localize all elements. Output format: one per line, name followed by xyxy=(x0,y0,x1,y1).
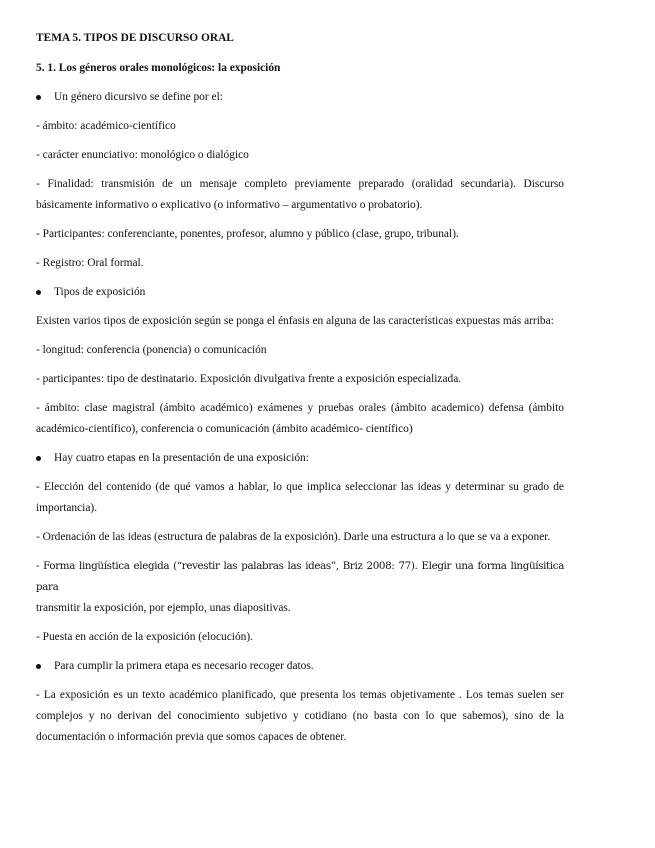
bullet-item xyxy=(36,448,564,469)
paragraph-longitud: - longitud: conferencia (ponencia) o comunicación xyxy=(36,344,267,356)
paragraph-puesta: - Puesta en acción de la exposición (elocución). xyxy=(36,631,253,643)
document-title: TEMA 5. TIPOS DE DISCURSO ORAL xyxy=(36,32,234,44)
forma-line-2: transmitir la exposición, por ejemplo, unas diapositivas. xyxy=(36,602,291,614)
bullet-item xyxy=(36,656,564,677)
paragraph-participantes: - Participantes: conferenciante, ponentes, profesor, alumno y público (clase, grupo, tribunal). xyxy=(36,228,459,240)
bullet-text: Un género dicursivo se define por el: xyxy=(54,91,223,103)
bullet-item xyxy=(36,282,564,303)
paragraph-eleccion: - Elección del contenido (de qué vamos a hablar, lo que implica seleccionar las ideas y determinar su grado de importancia). xyxy=(36,481,564,514)
paragraph-participantes-tipo: - participantes: tipo de destinatario. Exposición divulgativa frente a exposición especializada. xyxy=(36,373,462,385)
paragraph-forma xyxy=(36,556,564,619)
bullet-text: Tipos de exposición xyxy=(54,286,146,298)
section-heading: 5. 1. Los géneros orales monológicos: la exposición xyxy=(36,62,281,74)
paragraph-registro: - Registro: Oral formal. xyxy=(36,257,144,269)
bullet-icon xyxy=(36,290,41,295)
paragraph-tipos-intro: Existen varios tipos de exposición según se ponga el énfasis en alguna de las características expuestas más arriba: xyxy=(36,315,554,327)
paragraph-ordenacion: - Ordenación de las ideas (estructura de palabras de la exposición). Darle una estructura a lo que se va a exponer. xyxy=(36,531,551,543)
paragraph-finalidad: - Finalidad: transmisión de un mensaje completo previamente preparado (oralidad secundaria). Discurso básicamente informativo o explicativo (o informativo – argumentativo o probatorio). xyxy=(36,178,564,211)
document-page xyxy=(36,28,564,756)
bullet-icon xyxy=(36,664,41,669)
paragraph-conclusion: - La exposición es un texto académico planificado, que presenta los temas objetivamente . Los temas suelen ser complejos y no derivan del conocimiento subjetivo y cotidiano (no basta con lo que sabemos), sino de la documentación o información previa que somos capaces de obtener. xyxy=(36,689,564,743)
paragraph-ambito: - ámbito: académico-científico xyxy=(36,120,176,132)
forma-line-1: - Forma lingüística elegida (“revestir las palabras las ideas”, Briz 2008: 77). Elegir una forma lingüísitica para xyxy=(36,560,564,593)
paragraph-ambito-tipo: - ámbito: clase magistral (ámbito académico) exámenes y pruebas orales (ámbito academico) defensa (ámbito académico-científico), conferencia o comunicación (ámbito académico- científico) xyxy=(36,402,564,435)
bullet-icon xyxy=(36,456,41,461)
bullet-item xyxy=(36,87,564,108)
bullet-text: Para cumplir la primera etapa es necesario recoger datos. xyxy=(54,660,314,672)
bullet-text: Hay cuatro etapas en la presentación de una exposición: xyxy=(54,452,309,464)
paragraph-caracter: - carácter enunciativo: monológico o dialógico xyxy=(36,149,249,161)
bullet-icon xyxy=(36,95,41,100)
